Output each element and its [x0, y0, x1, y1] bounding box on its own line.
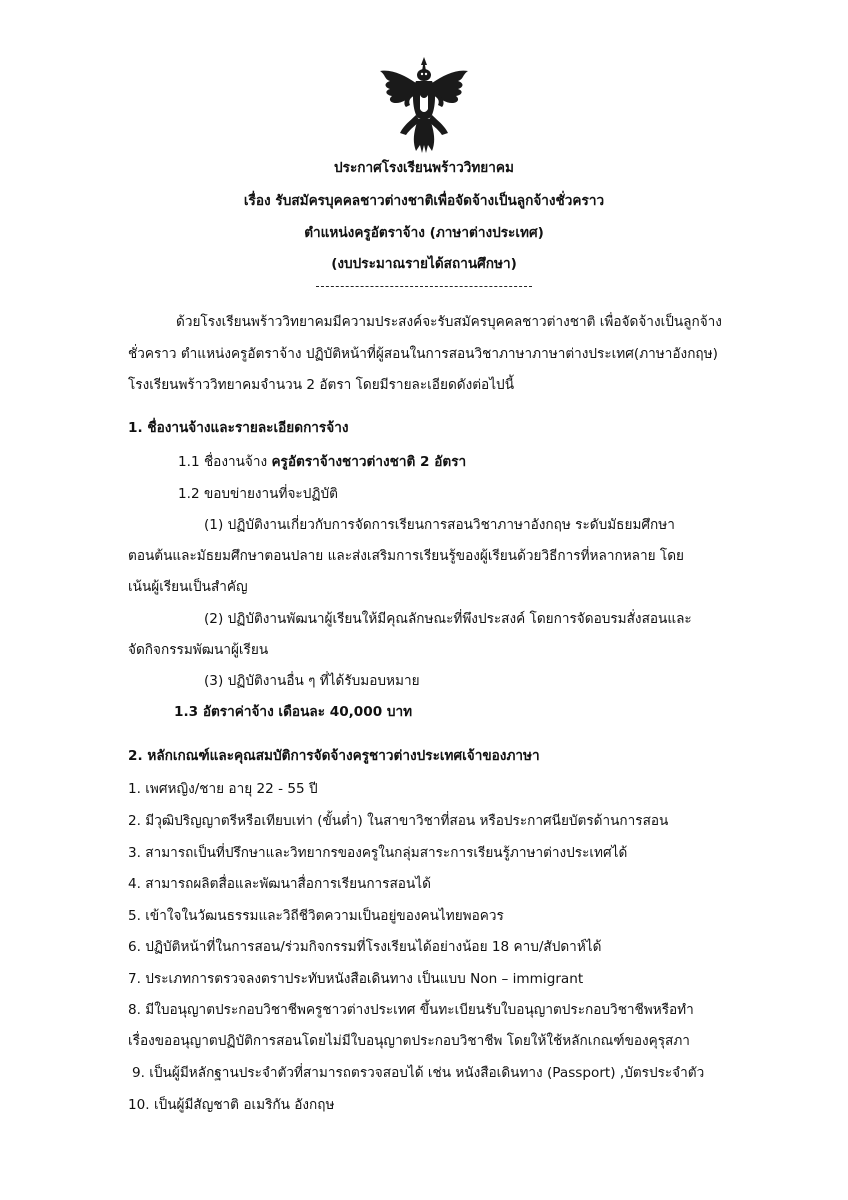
intro-line-2: ชั่วคราว ตำแหน่งครูอัตราจ้าง ปฏิบัติหน้าที่ผู้สอนในการสอนวิชาภาษาภาษาต่างประเทศ(ภาษาอังกฤษ): [128, 346, 718, 362]
title-divider: [316, 286, 532, 287]
criteria-10: 10. เป็นผู้มีสัญชาติ อเมริกัน อังกฤษ: [128, 1097, 335, 1113]
duty-1-line-1: (1) ปฏิบัติงานเกี่ยวกับการจัดการเรียนการสอนวิชาภาษาอังกฤษ ระดับมัธยมศึกษา: [204, 517, 675, 533]
intro-line-1: ด้วยโรงเรียนพร้าววิทยาคมมีความประสงค์จะรับสมัครบุคคลชาวต่างชาติ เพื่อจัดจ้างเป็นลูกจ้าง: [176, 314, 722, 330]
intro-line-3: โรงเรียนพร้าววิทยาคมจำนวน 2 อัตรา โดยมีรายละเอียดดังต่อไปนี้: [128, 377, 514, 393]
section-2-heading: 2. หลักเกณฑ์และคุณสมบัติการจัดจ้างครูชาวต่างประเทศเจ้าของภาษา: [128, 748, 540, 764]
garuda-emblem-icon: [376, 55, 472, 157]
criteria-3: 3. สามารถเป็นที่ปรึกษาและวิทยากรของครูในกลุ่มสาระการเรียนรู้ภาษาต่างประเทศได้: [128, 845, 628, 861]
announcement-position: ตำแหน่งครูอัตราจ้าง (ภาษาต่างประเทศ): [304, 225, 544, 241]
duty-3: (3) ปฏิบัติงานอื่น ๆ ที่ได้รับมอบหมาย: [204, 673, 420, 689]
criteria-2: 2. มีวุฒิปริญญาตรีหรือเทียบเท่า (ขั้นต่ำ) ในสาขาวิชาที่สอน หรือประกาศนียบัตรด้านการสอน: [128, 813, 669, 829]
section-1-item-3-wage: 1.3 อัตราค่าจ้าง เดือนละ 40,000 บาท: [174, 704, 413, 720]
criteria-7: 7. ประเภทการตรวจลงตราประทับหนังสือเดินทาง เป็นแบบ Non – immigrant: [128, 971, 584, 987]
duty-1-line-3: เน้นผู้เรียนเป็นสำคัญ: [128, 579, 248, 595]
item-1-label: 1.1 ชื่องานจ้าง: [178, 454, 272, 470]
announcement-title: ประกาศโรงเรียนพร้าววิทยาคม: [334, 160, 514, 176]
criteria-5: 5. เข้าใจในวัฒนธรรมและวิถีชีวิตความเป็นอยู่ของคนไทยพอควร: [128, 908, 504, 924]
criteria-9: 9. เป็นผู้มีหลักฐานประจำตัวที่สามารถตรวจสอบได้ เช่น หนังสือเดินทาง (Passport) ,บัตรประจำตัว: [132, 1065, 705, 1081]
announcement-subject: เรื่อง รับสมัครบุคคลชาวต่างชาติเพื่อจัดจ้างเป็นลูกจ้างชั่วคราว: [243, 193, 605, 209]
announcement-budget: (งบประมาณรายได้สถานศึกษา): [331, 256, 517, 272]
duty-2-line-1: (2) ปฏิบัติงานพัฒนาผู้เรียนให้มีคุณลักษณะที่พึงประสงค์ โดยการจัดอบรมสั่งสอนและ: [204, 611, 692, 627]
section-1-item-1: [178, 452, 466, 472]
item-1-value: ครูอัตราจ้างชาวต่างชาติ 2 อัตรา: [271, 454, 467, 470]
section-1-item-2: 1.2 ขอบข่ายงานที่จะปฏิบัติ: [178, 486, 338, 502]
criteria-8-line-2: เรื่องขออนุญาตปฏิบัติการสอนโดยไม่มีใบอนุญาตประกอบวิชาชีพ โดยให้ใช้หลักเกณฑ์ของคุรุสภา: [128, 1033, 690, 1049]
criteria-8-line-1: 8. มีใบอนุญาตประกอบวิชาชีพครูชาวต่างประเทศ ขึ้นทะเบียนรับใบอนุญาตประกอบวิชาชีพหรือทำ: [128, 1002, 694, 1018]
duty-2-line-2: จัดกิจกรรมพัฒนาผู้เรียน: [128, 642, 269, 658]
criteria-1: 1. เพศหญิง/ชาย อายุ 22 - 55 ปี: [128, 781, 318, 797]
section-1-heading: 1. ชื่องานจ้างและรายละเอียดการจ้าง: [128, 420, 349, 436]
criteria-6: 6. ปฏิบัติหน้าที่ในการสอน/ร่วมกิจกรรมที่โรงเรียนได้อย่างน้อย 18 คาบ/สัปดาห์ได้: [128, 939, 602, 955]
criteria-4: 4. สามารถผลิตสื่อและพัฒนาสื่อการเรียนการสอนได้: [128, 876, 431, 892]
duty-1-line-2: ตอนต้นและมัธยมศึกษาตอนปลาย และส่งเสริมการเรียนรู้ของผู้เรียนด้วยวิธีการที่หลากหลาย โดย: [128, 548, 685, 564]
